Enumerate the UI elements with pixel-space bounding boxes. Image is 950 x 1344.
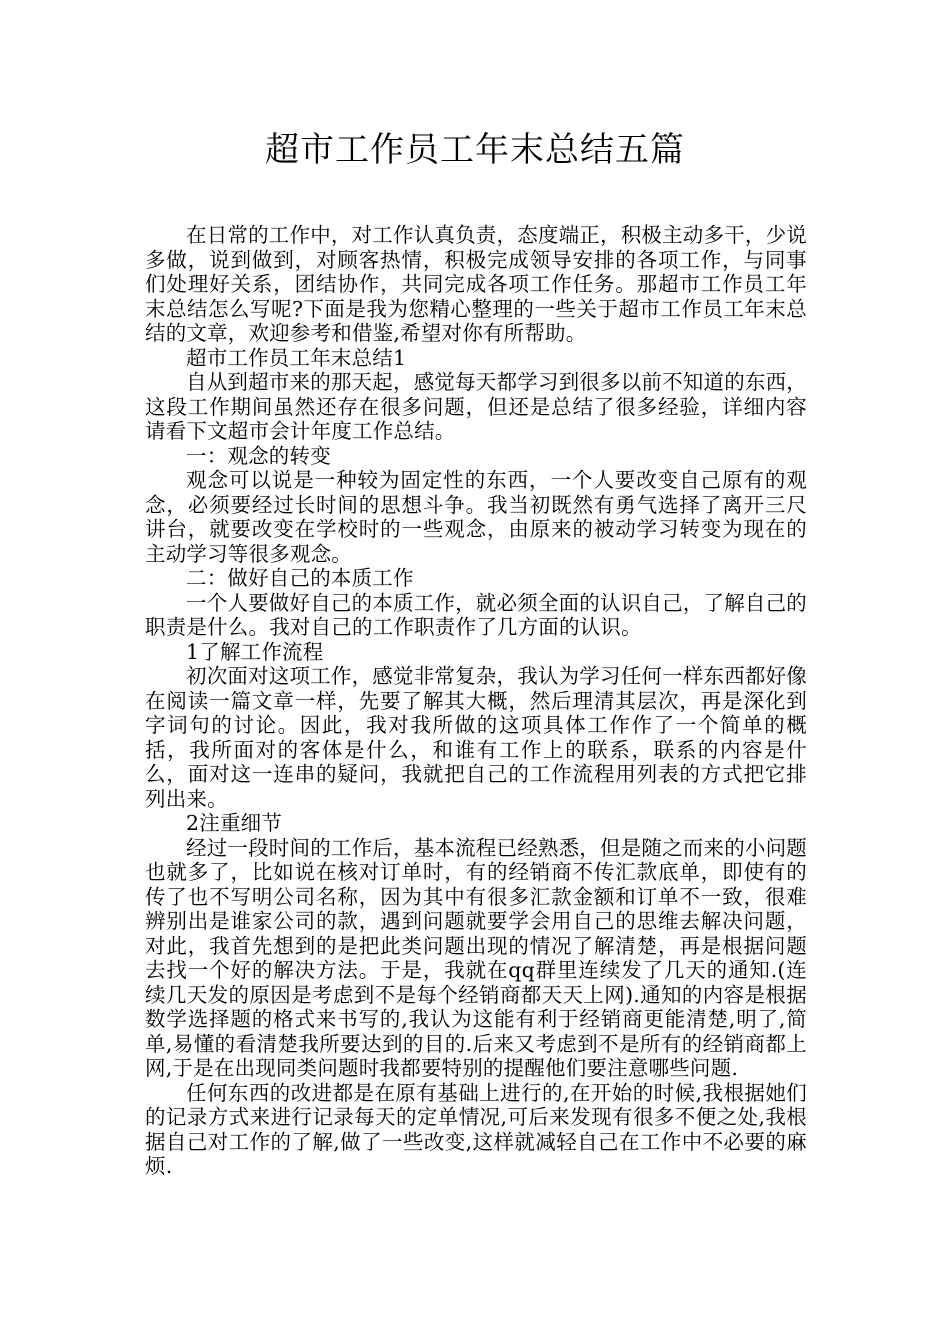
subheading-details: 2注重细节 (186, 811, 283, 835)
body-paragraph: 自从到超市来的那天起，感觉每天都学习到很多以前不知道的东西，这段工作期间虽然还存在很多问题，但还是总结了很多经验，详细内容请看下文超市会计年度工作总结。 (145, 370, 807, 443)
document-title: 超市工作员工年末总结五篇 (265, 130, 685, 170)
body-paragraph: 经过一段时间的工作后，基本流程已经熟悉，但是随之而来的小问题也就多了，比如说在核对订单时，有的经销商不传汇款底单，即使有的传了也不写明公司名称，因为其中有很多汇款金额和订单不一致，很难辨别出是谁家公司的款，遇到问题就要学会用自己的思维去解决问题，对此，我首先想到的是把此类问题出现的情况了解清楚，再是根据问题去找一个好的解决方法。于是，我就在qq群里连续发了几天的通知.(连续几天发的原因是考虑到不是每个经销商都天天上网).通知的内容是根据数学选择题的格式来书写的,我认为这能有利于经销商更能清楚,明了,简单,易懂的看清楚我所要达到的目的.后来又考虑到不是所有的经销商都上网,于是在出现同类问题时我都要特别的提醒他们要注意哪些问题. (145, 835, 807, 1080)
body-paragraph: 观念可以说是一种较为固定性的东西，一个人要改变自己原有的观念，必须要经过长时间的思想斗争。我当初既然有勇气选择了离开三尺讲台，就要改变在学校时的一些观念，由原来的被动学习转变为现在的主动学习等很多观念。 (145, 468, 807, 566)
section-heading-core-work: 二：做好自己的本质工作 (186, 566, 414, 590)
body-paragraph: 一个人要做好自己的本质工作，就必须全面的认识自己，了解自己的职责是什么。我对自己的工作职责作了几方面的认识。 (145, 590, 807, 639)
section-heading-summary-1: 超市工作员工年末总结1 (186, 345, 407, 370)
body-paragraph: 初次面对这项工作，感觉非常复杂，我认为学习任何一样东西都好像在阅读一篇文章一样，先要了解其大概，然后理清其层次，再是深化到字词句的讨论。因此，我对我所做的这项具体工作作了一个简单的概括，我所面对的客体是什么，和谁有工作上的联系，联系的内容是什么，面对这一连串的疑问，我就把自己的工作流程用列表的方式把它排列出来。 (145, 664, 807, 811)
subheading-workflow: 1了解工作流程 (186, 639, 324, 664)
section-heading-concept-change: 一：观念的转变 (186, 443, 331, 468)
body-paragraph: 任何东西的改进都是在原有基础上进行的,在开始的时候,我根据她们的记录方式来进行记录每天的定单情况,可后来发现有很多不便之处,我根据自己对工作的了解,做了一些改变,这样就减轻自己在工作中不必要的麻烦. (145, 1080, 807, 1178)
document-body (145, 223, 807, 1179)
intro-paragraph: 在日常的工作中，对工作认真负责，态度端正，积极主动多干，少说多做，说到做到，对顾客热情，积极完成领导安排的各项工作，与同事们处理好关系，团结协作，共同完成各项工作任务。那超市工作员工年末总结怎么写呢?下面是我为您精心整理的一些关于超市工作员工年末总结的文章，欢迎参考和借鉴,希望对你有所帮助。 (145, 223, 807, 345)
